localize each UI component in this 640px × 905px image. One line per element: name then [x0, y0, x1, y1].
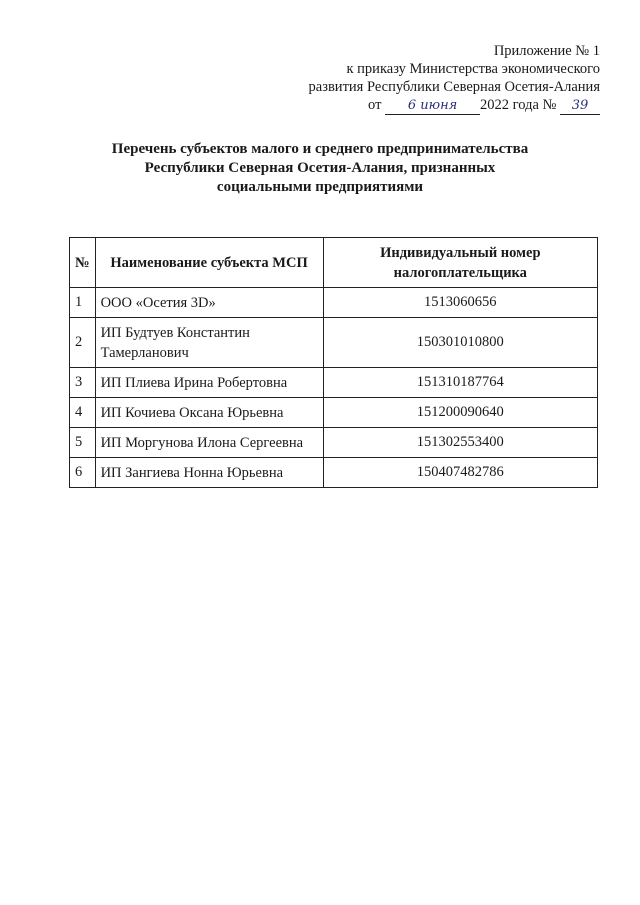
row-num: 2 [70, 318, 96, 368]
row-num: 6 [70, 458, 96, 488]
title-line-2: Республики Северная Осетия-Алания, признанных [144, 160, 496, 176]
title-line-1: Перечень субъектов малого и среднего предпринимательства [111, 141, 529, 157]
table-row [70, 458, 598, 488]
row-num: 1 [70, 288, 96, 318]
appendix-label: Приложение № 1 [493, 43, 600, 59]
table-row [70, 398, 598, 428]
table-header-row [70, 238, 598, 288]
handwritten-order-number: 39 [560, 98, 600, 115]
header-name: Наименование субъекта МСП [95, 238, 323, 288]
ministry-name: развития Республики Северная Осетия-Алания [308, 79, 600, 95]
row-name: ИП Будтуев Константин Тамерланович [95, 318, 323, 368]
year-text: 2022 года № [480, 97, 557, 113]
row-name: ИП Моргунова Илона Сергеевна [95, 428, 323, 458]
date-prefix: от [368, 97, 382, 113]
order-date-line [309, 96, 600, 115]
enterprises-table [69, 237, 598, 488]
row-inn: 1513060656 [323, 288, 597, 318]
title-line-3: социальными предприятиями [216, 179, 424, 195]
order-reference: к приказу Министерства экономического [346, 61, 600, 77]
row-num: 4 [70, 398, 96, 428]
table-row [70, 428, 598, 458]
appendix-header [309, 42, 600, 115]
table-row [70, 368, 598, 398]
row-inn: 151302553400 [323, 428, 597, 458]
row-num: 5 [70, 428, 96, 458]
handwritten-date: 6 июня [385, 98, 480, 115]
row-name: ИП Зангиева Нонна Юрьевна [95, 458, 323, 488]
row-num: 3 [70, 368, 96, 398]
header-inn: Индивидуальный номер налогоплательщика [323, 238, 597, 288]
row-name: ИП Плиева Ирина Робертовна [95, 368, 323, 398]
row-inn: 151200090640 [323, 398, 597, 428]
document-title [0, 140, 640, 197]
row-inn: 151310187764 [323, 368, 597, 398]
row-inn: 150301010800 [323, 318, 597, 368]
header-num: № [70, 238, 96, 288]
table-row [70, 318, 598, 368]
row-inn: 150407482786 [323, 458, 597, 488]
row-name: ООО «Осетия 3D» [95, 288, 323, 318]
table-row [70, 288, 598, 318]
row-name: ИП Кочиева Оксана Юрьевна [95, 398, 323, 428]
